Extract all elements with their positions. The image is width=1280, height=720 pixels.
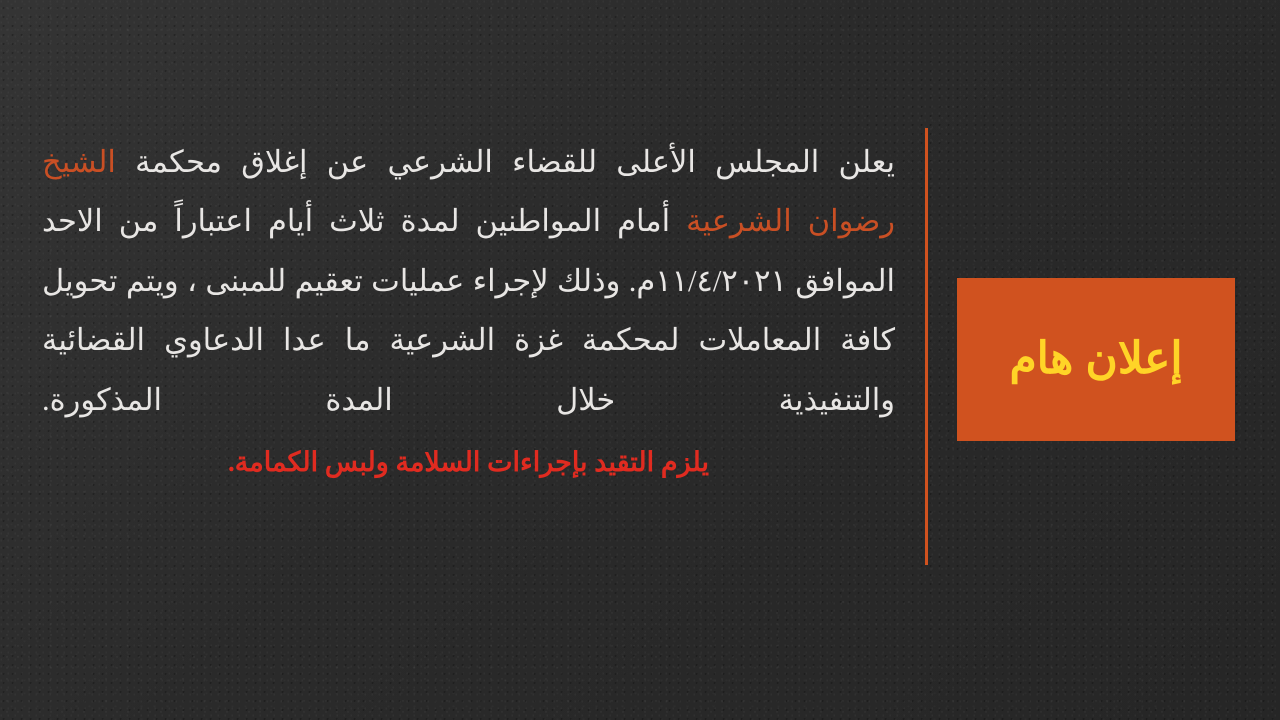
- body-segment-1: يعلن المجلس الأعلى للقضاء الشرعي عن إغلاق محكمة: [115, 145, 895, 179]
- body-segment-2: أمام المواطنين لمدة ثلاث أيام اعتباراً من الاحد الموافق ١١/٤/٢٠٢١م. وذلك لإجراء عمليات تعقيم للمبنى ، ويتم تحويل كافة المعاملات لمحكمة غزة الشرعية ما عدا الدعاوي القضائية والتنفيذية خلال المدة المذكورة.: [42, 204, 895, 417]
- vertical-accent-rule: [925, 128, 928, 565]
- safety-warning-line: يلزم التقيد بإجراءات السلامة ولبس الكمامة.: [228, 447, 709, 478]
- announcement-title: إعلان هام: [1009, 334, 1183, 384]
- body-highlight-court-name: الشيخ رضوان الشرعية: [42, 145, 895, 239]
- announcement-title-box: [957, 278, 1235, 441]
- announcement-paragraph: [42, 133, 895, 430]
- announcement-body: [42, 133, 895, 489]
